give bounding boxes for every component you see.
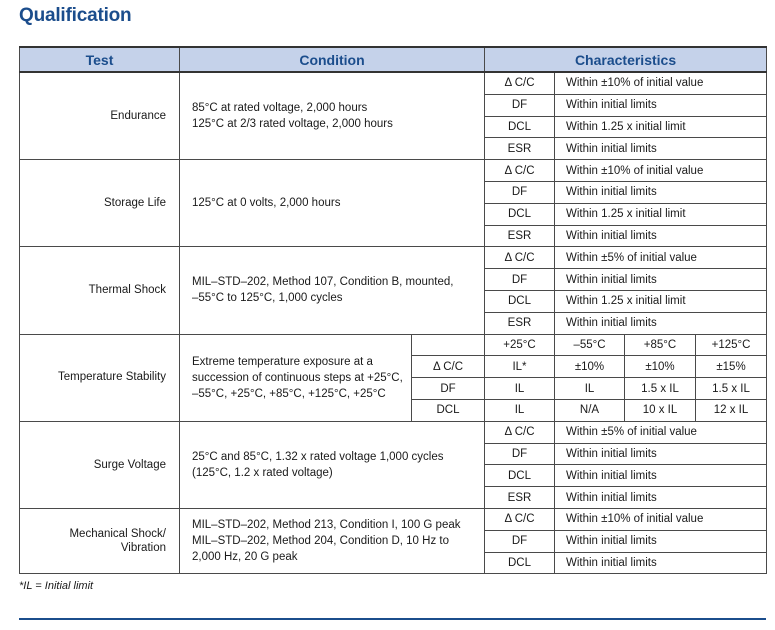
header-test: Test [20, 47, 180, 72]
stability-value: IL [485, 378, 555, 400]
parameter-label: DF [485, 530, 555, 552]
characteristic-value: Within 1.25 x initial limit [555, 290, 767, 312]
characteristic-value: Within initial limits [555, 312, 767, 334]
test-name: Thermal Shock [20, 247, 180, 334]
temperature-header: +25°C [485, 334, 555, 356]
table-row [20, 72, 767, 94]
test-condition: Extreme temperature exposure at a succession of continuous steps at +25°C, –55°C, +25°C, +85°C, +125°C, +25°C [180, 334, 412, 421]
table-row [20, 421, 767, 443]
parameter-label: Δ C/C [412, 356, 485, 378]
test-name: Storage Life [20, 160, 180, 247]
characteristic-value: Within initial limits [555, 138, 767, 160]
characteristic-value: Within ±5% of initial value [555, 421, 767, 443]
bottom-rule [19, 618, 766, 620]
parameter-label: DF [485, 443, 555, 465]
characteristic-value: Within initial limits [555, 94, 767, 116]
table-row [20, 508, 767, 530]
parameter-label: Δ C/C [485, 421, 555, 443]
stability-value: ±10% [625, 356, 696, 378]
footnote: *IL = Initial limit [19, 580, 94, 592]
parameter-label: DCL [485, 290, 555, 312]
test-name: Endurance [20, 72, 180, 160]
header-characteristics: Characteristics [485, 47, 767, 72]
parameter-label: DCL [485, 552, 555, 574]
parameter-label: DF [412, 378, 485, 400]
parameter-label: DCL [485, 116, 555, 138]
stability-value: 10 x IL [625, 399, 696, 421]
stability-value: ±15% [696, 356, 767, 378]
temperature-header: +125°C [696, 334, 767, 356]
table-body [20, 72, 767, 574]
table-row [20, 247, 767, 269]
characteristic-value: Within initial limits [555, 530, 767, 552]
parameter-label: ESR [485, 487, 555, 509]
qualification-table [19, 46, 767, 574]
stability-value: IL [485, 399, 555, 421]
parameter-label: DCL [485, 465, 555, 487]
temperature-header: –55°C [555, 334, 625, 356]
test-condition: 125°C at 0 volts, 2,000 hours [180, 160, 485, 247]
table-row [20, 334, 767, 356]
parameter-label: ESR [485, 225, 555, 247]
stability-value: 1.5 x IL [696, 378, 767, 400]
characteristic-value: Within initial limits [555, 465, 767, 487]
characteristic-value: Within ±5% of initial value [555, 247, 767, 269]
characteristic-value: Within ±10% of initial value [555, 508, 767, 530]
parameter-label: DCL [412, 399, 485, 421]
characteristic-value: Within initial limits [555, 487, 767, 509]
characteristic-value: Within initial limits [555, 181, 767, 203]
test-name: Mechanical Shock/ Vibration [20, 508, 180, 573]
characteristic-value: Within 1.25 x initial limit [555, 116, 767, 138]
test-name: Surge Voltage [20, 421, 180, 508]
parameter-label: DCL [485, 203, 555, 225]
test-name: Temperature Stability [20, 334, 180, 421]
header-condition: Condition [180, 47, 485, 72]
parameter-label: DF [485, 94, 555, 116]
parameter-label: DF [485, 269, 555, 291]
characteristic-value: Within initial limits [555, 552, 767, 574]
parameter-label: Δ C/C [485, 160, 555, 182]
parameter-label: ESR [485, 138, 555, 160]
parameter-label: Δ C/C [485, 72, 555, 94]
characteristic-value: Within ±10% of initial value [555, 72, 767, 94]
temperature-header: +85°C [625, 334, 696, 356]
characteristic-value: Within initial limits [555, 269, 767, 291]
stability-value: N/A [555, 399, 625, 421]
blank-cell [412, 334, 485, 356]
table-header-row [20, 47, 767, 72]
stability-value: 1.5 x IL [625, 378, 696, 400]
stability-value: IL [555, 378, 625, 400]
test-condition: MIL–STD–202, Method 213, Condition I, 100 G peak MIL–STD–202, Method 204, Condition D, 10 Hz to 2,000 Hz, 20 G peak [180, 508, 485, 573]
stability-value: 12 x IL [696, 399, 767, 421]
characteristic-value: Within ±10% of initial value [555, 160, 767, 182]
parameter-label: DF [485, 181, 555, 203]
page-title: Qualification [19, 5, 132, 26]
table-row [20, 160, 767, 182]
test-condition: 85°C at rated voltage, 2,000 hours 125°C at 2/3 rated voltage, 2,000 hours [180, 72, 485, 160]
parameter-label: ESR [485, 312, 555, 334]
characteristic-value: Within 1.25 x initial limit [555, 203, 767, 225]
characteristic-value: Within initial limits [555, 443, 767, 465]
parameter-label: Δ C/C [485, 508, 555, 530]
stability-value: ±10% [555, 356, 625, 378]
stability-value: IL* [485, 356, 555, 378]
characteristic-value: Within initial limits [555, 225, 767, 247]
test-condition: 25°C and 85°C, 1.32 x rated voltage 1,000 cycles (125°C, 1.2 x rated voltage) [180, 421, 485, 508]
test-condition: MIL–STD–202, Method 107, Condition B, mounted, –55°C to 125°C, 1,000 cycles [180, 247, 485, 334]
parameter-label: Δ C/C [485, 247, 555, 269]
